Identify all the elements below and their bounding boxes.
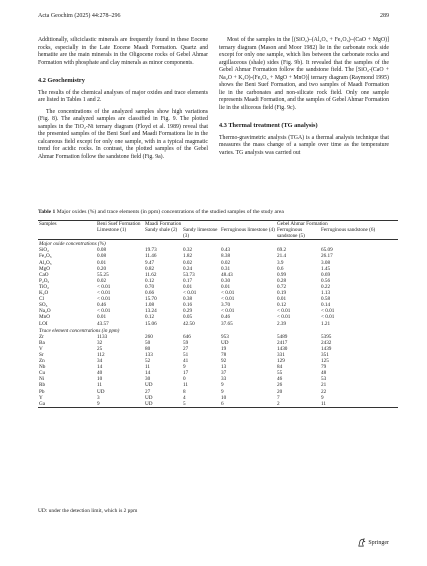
- table-cell: 0.69: [321, 271, 331, 278]
- table-cell: 32: [97, 339, 103, 346]
- left-column: [38, 37, 208, 165]
- table-cell: 125: [321, 358, 329, 365]
- table-cell: 0.17: [183, 277, 193, 284]
- table-cell: 9: [221, 388, 224, 395]
- table-caption-label: Table 1: [38, 209, 56, 215]
- table-cell: 14: [97, 364, 103, 371]
- table-cell: 13.24: [145, 308, 157, 315]
- table-cell: 2417: [277, 339, 288, 346]
- table-cell: 1133: [97, 333, 108, 340]
- journal-citation: Acta Geochim (2025) 44:278–296: [38, 13, 121, 19]
- table-cell: 9.47: [145, 259, 155, 266]
- table-cell: 0.38: [183, 296, 193, 303]
- table-cell: 0.16: [183, 302, 193, 309]
- col-subheader: Sandy limestone (3): [183, 227, 218, 240]
- table-cell: 15.06: [145, 320, 157, 327]
- table-cell: 7: [277, 394, 280, 401]
- table-cell: < 0.01: [221, 308, 235, 315]
- table-cell: 0.08: [97, 247, 107, 254]
- table-cell: UD: [145, 382, 153, 389]
- table-cell: 11: [145, 364, 150, 371]
- table-cell: 14: [145, 370, 151, 377]
- table-cell: 53.73: [183, 271, 195, 278]
- table-cell: 0.24: [183, 265, 193, 272]
- table-caption: [38, 209, 398, 215]
- thermal-paragraph: Thermo-gravimetric analysis (TGA) is a thermal analysis technique that measures the mass change of a sample over time as the temperature varies. TG analysis was carried out: [219, 134, 389, 156]
- table-cell: 351: [321, 351, 329, 358]
- table-cell: 8: [183, 388, 186, 395]
- table-cell: 0.66: [145, 290, 155, 297]
- table-cell: 2432: [321, 339, 332, 346]
- table-cell: < 0.01: [221, 296, 235, 303]
- table-cell: 3.08: [321, 259, 331, 266]
- row-label: Al₂O₃: [39, 259, 52, 266]
- table-cell: 0.56: [321, 277, 331, 284]
- table-1: [38, 220, 398, 408]
- table-cell: 129: [277, 358, 285, 365]
- table-cell: 48: [321, 370, 327, 377]
- row-label: LOI: [39, 320, 48, 327]
- table-cell: 41: [183, 358, 189, 365]
- table-cell: < 0.01: [97, 296, 111, 303]
- table-cell: 0.31: [221, 265, 231, 272]
- table-cell: 15.70: [145, 296, 157, 303]
- table-cell: 84: [277, 364, 283, 371]
- table-cell: 19.73: [145, 247, 157, 254]
- col-header-maadi: Maadi Formation: [145, 221, 182, 227]
- table-cell: 8.38: [221, 253, 231, 260]
- row-label: Cu: [39, 370, 46, 377]
- table-cell: 9: [97, 400, 100, 407]
- col-subheader: Sandy shale (2): [145, 227, 178, 234]
- table-cell: 37.65: [221, 320, 233, 327]
- row-label: Zn: [39, 358, 45, 365]
- row-label: SiO₂: [39, 247, 49, 254]
- table-cell: 331: [277, 351, 285, 358]
- table-cell: 1430: [277, 345, 288, 352]
- table-cell: 0: [183, 376, 186, 383]
- table-cell: 20: [277, 388, 283, 395]
- table-cell: 34: [97, 358, 103, 365]
- table-cell: 6: [221, 400, 224, 407]
- table-cell: 30: [145, 376, 151, 383]
- table-cell: 69.2: [277, 247, 287, 254]
- section-title-geochemistry: 4.2 Geochemistry: [38, 77, 85, 84]
- ternary-paragraph: Most of the samples in the [(SiO₂)–(Al₂O₃ + Fe₂O₃)–(CaO + MgO)] ternary diagram (Mason and Moor 1982) lie in the carbonate rock side except for only one sample, which lies between the carbonate rocks and argillaceous (shale) sides (Fig. 9b). It revealed that the samples of the Gebel Ahmar Formation follow the sandstone field. The [SiO₂-(CaO + Na₂O + K₂O)-(Fe₂O₃ + MgO + MnO)] ternary diagram (Raymond 1995) shows the Beni Suef Formation, and two samples of Maadi Formation lie in the carbonates and non-silicate rock field. Only one sample represents Maadi Formation, and the samples of Gebel Ahmar Formation lie in the siliceous field (Fig. 9c).: [219, 37, 389, 111]
- row-label: Ba: [39, 339, 45, 346]
- table-cell: 10: [97, 376, 103, 383]
- table-cell: 25: [97, 345, 103, 352]
- table-cell: UD: [97, 388, 105, 395]
- table-row: [38, 401, 398, 408]
- table-cell: 21: [321, 382, 327, 389]
- table-cell: 0.70: [145, 283, 155, 290]
- table-cell: < 0.01: [321, 314, 335, 321]
- table-cell: < 0.01: [321, 308, 335, 315]
- row-label: Rb: [39, 382, 46, 389]
- col-subheader: Ferruginous sandstone (6): [321, 227, 376, 234]
- table-cell: 52: [145, 358, 151, 365]
- table-cell: 5395: [321, 333, 332, 340]
- table-cell: 5489: [277, 333, 288, 340]
- table-cell: 1.45: [321, 265, 331, 272]
- table-cell: 22: [321, 388, 327, 395]
- table-cell: 26.17: [321, 253, 333, 260]
- row-label: Ga: [39, 400, 46, 407]
- table-cell: 3: [97, 394, 100, 401]
- table-cell: 112: [97, 351, 105, 358]
- oxide-table: [38, 220, 398, 408]
- table-cell: 0.01: [97, 259, 107, 266]
- table-cell: UD: [145, 400, 153, 407]
- table-cell: 0.28: [277, 277, 287, 284]
- row-label: Ni: [39, 376, 45, 383]
- table-cell: 27: [183, 345, 189, 352]
- table-cell: 1.21: [321, 320, 331, 327]
- row-label: TiO₂: [39, 283, 49, 290]
- geochem-paragraph-2: The concentrations of the analyzed samples show high variations (Fig. 8). The analyzed samples are classified in Fig. 9. The plotted samples in the TiO₂-Ni ternary diagram (Floyd et al. 1989) reveal that the presented samples of the Beni Suef and Maadi Formations lie in the calcareous field except for only one sample, with in a typical magmatic trend for acidic rocks. In contrast, the plotted samples of the Gebel Ahmar Formation follow the sandstone field (Fig. 9a).: [38, 108, 208, 160]
- table-cell: 0.08: [97, 253, 107, 260]
- table-cell: 92: [221, 358, 227, 365]
- table-cell: 0.12: [145, 277, 155, 284]
- table-cell: 1.13: [321, 290, 331, 297]
- table-cell: 4: [183, 394, 186, 401]
- col-header-gebel-ahmar: Gebel Ahmar Formation: [277, 221, 328, 227]
- table-cell: 953: [221, 333, 229, 340]
- geochem-paragraph-1: The results of the chemical analyses of major oxides and trace elements are listed in Tables 1 and 2.: [38, 89, 208, 103]
- table-cell: 78: [221, 351, 227, 358]
- table-cell: 2: [277, 400, 280, 407]
- table-cell: 0.14: [321, 302, 331, 309]
- table-cell: 0.43: [221, 247, 231, 254]
- table-cell: 0.05: [183, 314, 193, 321]
- row-label: MgO: [39, 265, 50, 272]
- table-cell: 3.9: [277, 259, 284, 266]
- row-label: Nb: [39, 364, 46, 371]
- table-cell: 0.82: [145, 265, 155, 272]
- row-label: Fe₂O₃: [39, 253, 52, 260]
- table-cell: 11.62: [145, 271, 157, 278]
- table-cell: 9: [183, 364, 186, 371]
- table-cell: 133: [145, 351, 153, 358]
- table-cell: 0.01: [277, 296, 287, 303]
- table-cell: 51: [183, 351, 189, 358]
- row-label: Y: [39, 394, 43, 401]
- table-cell: 0.32: [183, 247, 193, 254]
- table-cell: 0.29: [183, 308, 193, 315]
- table-cell: < 0.01: [97, 283, 111, 290]
- table-cell: 0.20: [97, 265, 107, 272]
- table-cell: 27: [145, 388, 151, 395]
- table-cell: UD: [145, 394, 153, 401]
- table-cell: 59: [183, 339, 189, 346]
- table-cell: 80: [145, 345, 151, 352]
- table-cell: 21.4: [277, 253, 287, 260]
- section-title-thermal: 4.3 Thermal treatment (TG analysis): [219, 122, 318, 129]
- table-cell: 0.01: [221, 283, 231, 290]
- table-cell: < 0.01: [277, 314, 291, 321]
- springer-horse-icon: [357, 538, 366, 547]
- row-label: K₂O: [39, 290, 49, 297]
- table-cell: 13: [221, 364, 227, 371]
- table-cell: 1.08: [145, 302, 155, 309]
- col-subheader: Ferruginous sandstone (5): [277, 227, 305, 240]
- row-label: CaO: [39, 271, 49, 278]
- publisher-logo: [357, 538, 389, 547]
- table-cell: 5: [183, 400, 186, 407]
- table-cell: 55: [277, 370, 283, 377]
- table-cell: 43.57: [97, 320, 109, 327]
- row-label: MnO: [39, 314, 50, 321]
- table-cell: 9: [221, 382, 224, 389]
- col-header-samples: Samples: [39, 221, 57, 227]
- table-cell: 3.70: [221, 302, 231, 309]
- row-label: Cl: [39, 296, 44, 303]
- row-label: Zr: [39, 333, 44, 340]
- col-header-beni-suef: Beni Suef Formation: [97, 221, 141, 227]
- table-cell: 50: [145, 339, 151, 346]
- table-cell: 0.46: [221, 314, 231, 321]
- table-cell: < 0.01: [97, 290, 111, 297]
- row-label: P₂O₅: [39, 277, 50, 284]
- table-cell: 53: [321, 376, 327, 383]
- table-cell: 0.12: [145, 314, 155, 321]
- table-cell: < 0.01: [97, 308, 111, 315]
- table-cell: 0.02: [183, 259, 193, 266]
- table-cell: < 0.01: [183, 290, 197, 297]
- section-label-major-oxides: Major oxide concentrations (%): [39, 241, 106, 248]
- table-cell: 1.82: [183, 253, 193, 260]
- table-cell: 17: [183, 370, 189, 377]
- table-cell: 646: [183, 333, 191, 340]
- table-cell: 33: [221, 376, 227, 383]
- table-cell: 0.01: [183, 283, 193, 290]
- table-cell: 26: [277, 382, 283, 389]
- table-cell: 55.25: [97, 271, 109, 278]
- publisher-name: Springer: [368, 539, 389, 546]
- row-label: Sr: [39, 351, 44, 358]
- table-cell: 11.46: [145, 253, 157, 260]
- table-cell: 0.30: [221, 277, 231, 284]
- right-column: [219, 37, 389, 161]
- table-cell: 10: [221, 394, 227, 401]
- running-header: [38, 13, 389, 23]
- table-cell: 2.39: [277, 320, 287, 327]
- row-label: Pb: [39, 388, 45, 395]
- table-cell: 42.50: [183, 320, 195, 327]
- table-cell: 0.02: [221, 259, 231, 266]
- intro-paragraph: Additionally, siliciclastic minerals are frequently found in these Eocene rocks, especially in the Late Eocene Maadi Formation. Quartz and hematite are the main minerals in the Oligocene rocks of Gebel Ahmar Formation with phosphate and clay minerals as minor components.: [38, 37, 208, 66]
- table-cell: 9: [321, 394, 324, 401]
- section-label-trace-elements: Trace element concentrations (in ppm): [39, 327, 120, 334]
- table-cell: < 0.01: [221, 290, 235, 297]
- table-cell: 0.72: [277, 283, 287, 290]
- table-cell: 0.46: [97, 302, 107, 309]
- table-cell: 46: [277, 376, 283, 383]
- col-subheader: Limestone (1): [97, 227, 127, 234]
- table-cell: 79: [321, 364, 327, 371]
- table-cell: 0.01: [97, 314, 107, 321]
- table-cell: 0.58: [321, 296, 331, 303]
- table-cell: 0.02: [97, 277, 107, 284]
- table-cell: 0.22: [321, 283, 331, 290]
- table-cell: 48.43: [221, 271, 233, 278]
- table-cell: 11: [97, 382, 102, 389]
- table-cell: 11: [183, 382, 188, 389]
- table-cell: 40: [97, 370, 103, 377]
- table-footnote: UD: under the detection limit, which is 2 ppm: [38, 508, 138, 514]
- page-number: 289: [380, 13, 389, 19]
- col-subheader: Ferruginous limestone (4): [221, 227, 275, 234]
- table-cell: 65.09: [321, 247, 333, 254]
- table-cell: 0.99: [277, 271, 287, 278]
- table-cell: 19: [221, 345, 227, 352]
- table-cell: < 0.01: [277, 308, 291, 315]
- table-cell: 11: [321, 400, 327, 407]
- table-cell: 0.19: [277, 290, 287, 297]
- table-cell: 260: [145, 333, 153, 340]
- row-label: SO₃: [39, 302, 48, 309]
- row-label: Na₂O: [39, 308, 51, 315]
- row-label: V: [39, 345, 43, 352]
- table-cell: 0.12: [277, 302, 287, 309]
- table-caption-text: Major oxides (%) and trace elements (in ppm) concentrations of the studied samples of the study area: [56, 209, 284, 215]
- table-cell: 37: [221, 370, 227, 377]
- table-cell: 0.6: [277, 265, 284, 272]
- table-cell: UD: [221, 339, 229, 346]
- table-cell: 1439: [321, 345, 332, 352]
